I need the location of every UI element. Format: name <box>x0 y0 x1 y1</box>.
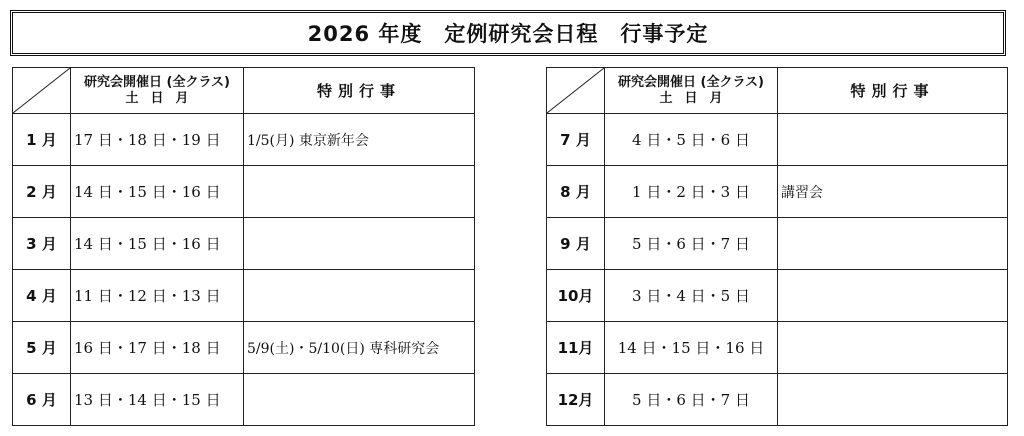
table-header-row <box>547 68 1008 114</box>
month-cell: 7 月 <box>547 114 605 166</box>
table-row <box>13 322 475 374</box>
schedule-table-jan-jun <box>12 67 475 426</box>
dates-header-line2: 土日月 <box>125 90 201 106</box>
page-title: 2026 年度 定例研究会日程 行事予定 <box>10 10 1006 56</box>
dates-cell: 17 日・18 日・19 日 <box>71 114 244 166</box>
month-cell: 5 月 <box>13 322 71 374</box>
diagonal-line <box>547 68 604 113</box>
table-row <box>13 218 475 270</box>
table-row <box>547 322 1008 374</box>
dates-cell: 14 日・15 日・16 日 <box>71 218 244 270</box>
event-cell: 1/5(月) 東京新年会 <box>244 114 475 166</box>
dates-header-line1: 研究会開催日 (全クラス) <box>617 74 765 90</box>
dates-cell: 4 日・5 日・6 日 <box>605 114 778 166</box>
dates-cell: 16 日・17 日・18 日 <box>71 322 244 374</box>
dates-cell: 5 日・6 日・7 日 <box>605 374 778 426</box>
month-cell: 12月 <box>547 374 605 426</box>
month-cell: 2 月 <box>13 166 71 218</box>
event-cell <box>778 374 1008 426</box>
event-cell <box>778 322 1008 374</box>
month-cell: 1 月 <box>13 114 71 166</box>
table-row <box>13 166 475 218</box>
event-cell <box>244 374 475 426</box>
dates-cell: 14 日・15 日・16 日 <box>71 166 244 218</box>
dates-cell: 14 日・15 日・16 日 <box>605 322 778 374</box>
corner-diagonal-cell <box>547 68 605 114</box>
month-cell: 8 月 <box>547 166 605 218</box>
month-cell: 6 月 <box>13 374 71 426</box>
dates-cell: 3 日・4 日・5 日 <box>605 270 778 322</box>
month-cell: 9 月 <box>547 218 605 270</box>
table-header-row <box>13 68 475 114</box>
dates-header-line1: 研究会開催日 (全クラス) <box>83 74 231 90</box>
dates-cell: 1 日・2 日・3 日 <box>605 166 778 218</box>
table-row <box>547 166 1008 218</box>
dates-header <box>71 68 244 114</box>
event-cell <box>778 218 1008 270</box>
dates-header <box>605 68 778 114</box>
table-row <box>13 374 475 426</box>
event-cell <box>244 270 475 322</box>
table-row <box>547 270 1008 322</box>
month-cell: 11月 <box>547 322 605 374</box>
event-header: 特別行事 <box>778 68 1008 114</box>
dates-header-line2: 土日月 <box>659 90 735 106</box>
table-row <box>13 114 475 166</box>
event-cell: 5/9(土)・5/10(日) 専科研究会 <box>244 322 475 374</box>
table-row <box>547 114 1008 166</box>
month-cell: 3 月 <box>13 218 71 270</box>
dates-cell: 13 日・14 日・15 日 <box>71 374 244 426</box>
event-cell <box>778 270 1008 322</box>
table-row <box>13 270 475 322</box>
corner-diagonal-cell <box>13 68 71 114</box>
dates-cell: 5 日・6 日・7 日 <box>605 218 778 270</box>
event-cell <box>244 166 475 218</box>
event-cell <box>778 114 1008 166</box>
event-header: 特別行事 <box>244 68 475 114</box>
month-cell: 4 月 <box>13 270 71 322</box>
diagonal-line <box>13 68 70 113</box>
table-row <box>547 218 1008 270</box>
table-row <box>547 374 1008 426</box>
month-cell: 10月 <box>547 270 605 322</box>
event-cell: 講習会 <box>778 166 1008 218</box>
dates-cell: 11 日・12 日・13 日 <box>71 270 244 322</box>
event-cell <box>244 218 475 270</box>
schedule-table-jul-dec <box>546 67 1008 426</box>
